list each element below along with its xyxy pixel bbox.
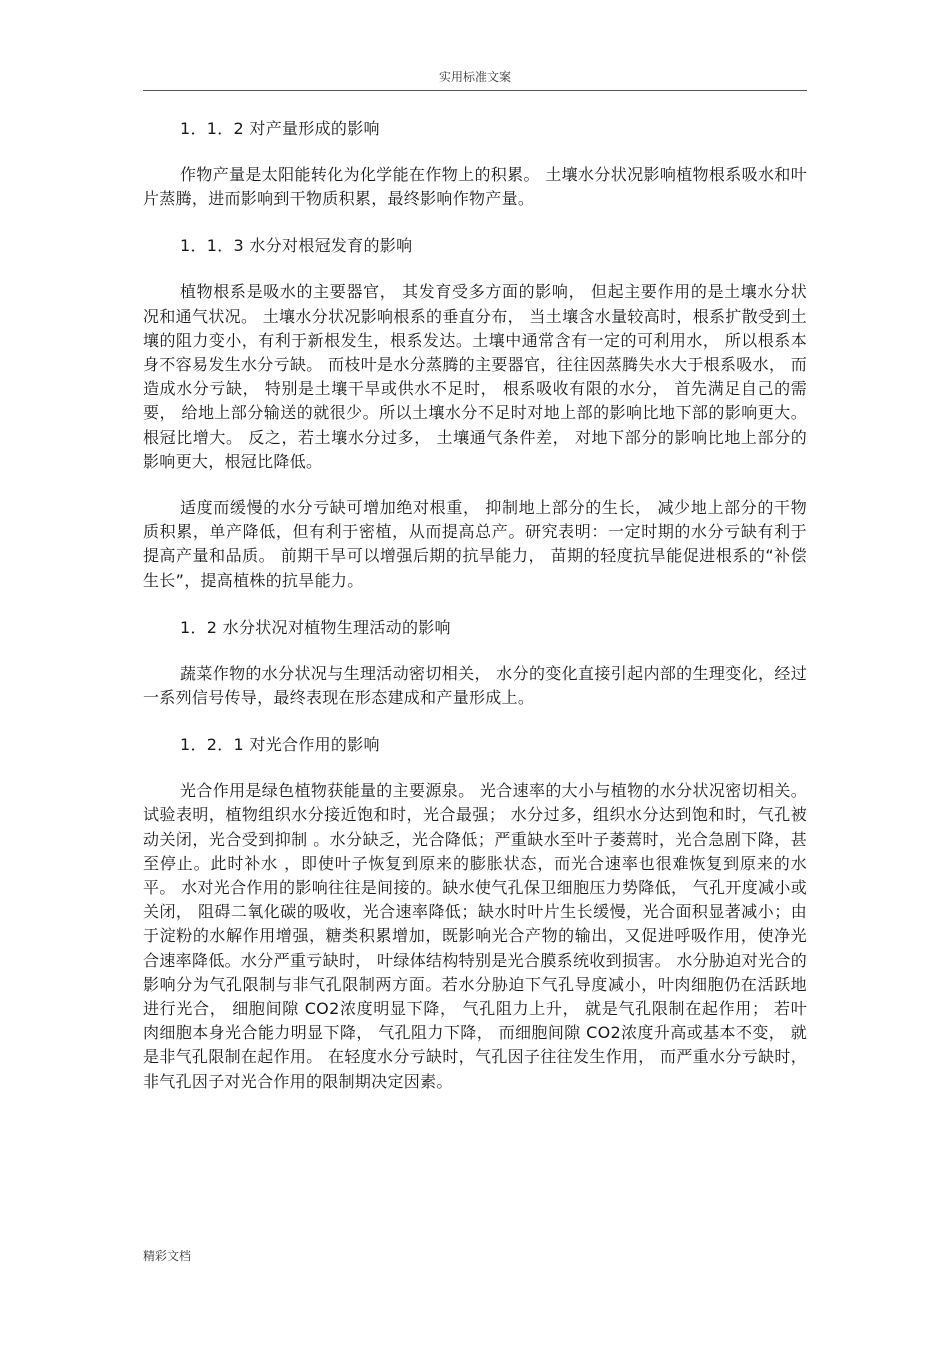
paragraph: 植物根系是吸水的主要器官， 其发育受多方面的影响， 但起主要作用的是土壤水分状况和通气状况。 土壤水分状况影响根系的垂直分布， 当土壤含水量较高时，根系扩散受到土壤的阻力变小，有利于新根发生，根系发达。土壤中通常含有一定的可利用水， 所以根系本身不容易发生水分亏缺。 而枝叶是水分蒸腾的主要器官，往往因蒸腾失水大于根系吸水， 而造成水分亏缺， 特别是土壤干旱或供水不足时， 根系吸收有限的水分， 首先满足自己的需要， 给地上部分输送的就很少。所以土壤水分不足时对地上部的影响比地下部的影响更大。 根冠比增大。 反之，若土壤水分过多， 土壤通气条件差， 对地下部分的影响比地上部分的影响更大，根冠比降低。 [143, 282, 807, 471]
section-heading: 1．2．1 对光合作用的影响 [180, 735, 380, 755]
section-heading: 1．1．3 水分对根冠发育的影响 [180, 236, 413, 256]
paragraph: 光合作用是绿色植物获能量的主要源泉。 光合速率的大小与植物的水分状况密切相关。试验表明，植物组织水分接近饱和时，光合最强； 水分过多，组织水分达到饱和时，气孔被动关闭，光合受到抑制 。水分缺乏，光合降低；严重缺水至叶子萎蔫时，光合急剧下降，甚至停止。此时补水 ，即使叶子恢复到原来的膨胀状态，而光合速率也很难恢复到原来的水平。 水对光合作用的影响往往是间接的。缺水使气孔保卫细胞压力势降低， 气孔开度减小或关闭， 阻碍二氧化碳的吸收，光合速率降低；缺水时叶片生长缓慢，光合面积显著减小；由于淀粉的水解作用增强，糖类积累增加，既影响光合产物的输出，又促进呼吸作用，使净光合速率降低。水分严重亏缺时， 叶绿体结构特别是光合膜系统收到损害。 水分胁迫对光合的影响分为气孔限制与非气孔限制两方面。若水分胁迫下气孔导度减小，叶肉细胞仍在活跃地进行光合， 细胞间隙 CO2浓度明显下降， 气孔阻力上升， 就是气孔限制在起作用； 若叶肉细胞本身光合能力明显下降， 气孔阻力下降， 而细胞间隙 CO2浓度升高或基本不变， 就是非气孔限制在起作用。 在轻度水分亏缺时，气孔因子往往发生作用， 而严重水分亏缺时， 非气孔因子对光合作用的限制期决定因素。 [143, 781, 807, 1091]
page-header: 实用标准文案 [438, 70, 511, 84]
section-heading: 1．2 水分状况对植物生理活动的影响 [180, 617, 451, 637]
paragraph: 作物产量是太阳能转化为化学能在作物上的积累。 土壤水分状况影响植物根系吸水和叶片蒸腾，进而影响到干物质积累，最终影响作物产量。 [143, 165, 807, 209]
document-body [143, 116, 807, 1094]
paragraph: 蔬菜作物的水分状况与生理活动密切相关， 水分的变化直接引起内部的生理变化，经过一系列信号传导，最终表现在形态建成和产量形成上。 [143, 663, 807, 708]
section-heading: 1．1．2 对产量形成的影响 [180, 119, 380, 138]
paragraph: 适度而缓慢的水分亏缺可增加绝对根重， 抑制地上部分的生长， 减少地上部分的干物质积累，单产降低，但有利于密植，从而提高总产。研究表明：一定时期的水分亏缺有利于提高产量和品质。 前期干旱可以增强后期的抗旱能力， 苗期的轻度抗旱能促进根系的“补偿生长”，提高植株的抗旱能力。 [143, 498, 807, 590]
header-divider [143, 90, 807, 91]
page-footer: 精彩文档 [143, 1249, 192, 1263]
